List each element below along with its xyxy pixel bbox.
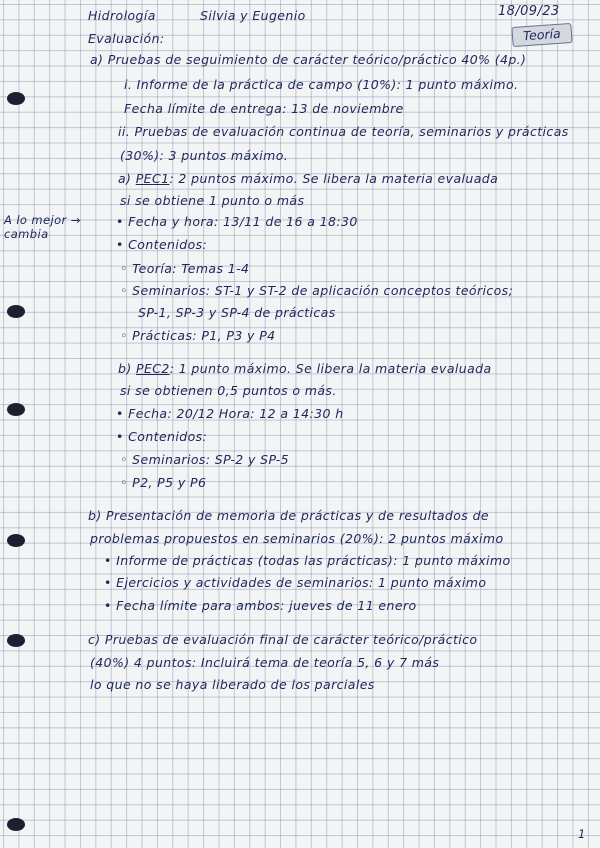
pec2-heading <box>118 361 492 377</box>
pec1-heading <box>118 171 498 187</box>
item-ii-line1: ii. Pruebas de evaluación continua de teoría, seminarios y prácticas <box>118 124 569 139</box>
section-heading: Evaluación: <box>88 31 165 46</box>
section-b-line1: b) Presentación de memoria de prácticas y de resultados de <box>88 508 490 523</box>
pec1-seminarios-line2: SP-1, SP-3 y SP-4 de prácticas <box>138 305 336 320</box>
pec1-text: : 2 puntos máximo. Se libera la materia evaluada <box>169 171 499 186</box>
section-c-line3: lo que no se haya liberado de los parciales <box>90 677 375 692</box>
pec1-label: PEC1 <box>135 171 170 186</box>
pec2-prefix: b) <box>118 361 132 376</box>
teachers-name: Silvia y Eugenio <box>200 8 306 23</box>
binder-hole <box>7 634 25 647</box>
binder-hole <box>7 534 25 547</box>
side-note-line2: cambia <box>4 227 49 241</box>
side-note-line1: A lo mejor → <box>4 213 81 227</box>
subject-title: Hidrología <box>88 8 156 23</box>
pec2-practicas: ◦ P2, P5 y P6 <box>120 475 207 490</box>
item-ii-line2: (30%): 3 puntos máximo. <box>120 148 289 163</box>
pec2-line2: si se obtienen 0,5 puntos o más. <box>120 383 337 398</box>
pec1-contents: • Contenidos: <box>116 237 208 252</box>
pec2-label: PEC2 <box>136 361 170 376</box>
binder-hole <box>7 305 25 318</box>
section-b-fecha: • Fecha límite para ambos: jueves de 11 enero <box>104 598 417 613</box>
pec1-date: • Fecha y hora: 13/11 de 16 a 18:30 <box>116 214 358 229</box>
pec1-prefix: a) <box>118 171 132 186</box>
page-number: 1 <box>578 827 586 841</box>
section-b-informe: • Informe de prácticas (todas las prácticas): 1 punto máximo <box>104 553 511 568</box>
pec1-line2: si se obtiene 1 punto o más <box>120 193 305 208</box>
binder-hole <box>7 92 25 105</box>
tab-label: Teoría <box>522 25 562 44</box>
pec2-seminarios: ◦ Seminarios: SP-2 y SP-5 <box>120 452 290 467</box>
pec1-practicas: ◦ Prácticas: P1, P3 y P4 <box>120 328 276 343</box>
pec1-seminarios-line1: ◦ Seminarios: ST-1 y ST-2 de aplicación conceptos teóricos; <box>120 283 514 298</box>
pec1-teoria: ◦ Teoría: Temas 1-4 <box>120 261 250 276</box>
section-b-ejercicios: • Ejercicios y actividades de seminarios: 1 punto máximo <box>104 575 487 590</box>
subject-tab <box>511 23 572 47</box>
item-i-line2: Fecha límite de entrega: 13 de noviembre <box>124 101 404 116</box>
pec2-text: : 1 punto máximo. Se libera la materia evaluada <box>169 361 492 376</box>
section-c-line1: c) Pruebas de evaluación final de carácter teórico/práctico <box>88 632 478 647</box>
pec2-date: • Fecha: 20/12 Hora: 12 a 14:30 h <box>116 406 344 421</box>
section-a-title: a) Pruebas de seguimiento de carácter teórico/práctico 40% (4p.) <box>90 52 527 67</box>
pec2-contents: • Contenidos: <box>116 429 208 444</box>
binder-hole <box>7 403 25 416</box>
item-i-line1: i. Informe de la práctica de campo (10%): 1 punto máximo. <box>124 77 519 92</box>
date: 18/09/23 <box>498 4 560 19</box>
section-c-line2: (40%) 4 puntos: Incluirá tema de teoría 5, 6 y 7 más <box>90 655 440 670</box>
section-b-line2: problemas propuestos en seminarios (20%): 2 puntos máximo <box>90 531 504 546</box>
binder-hole <box>7 818 25 831</box>
